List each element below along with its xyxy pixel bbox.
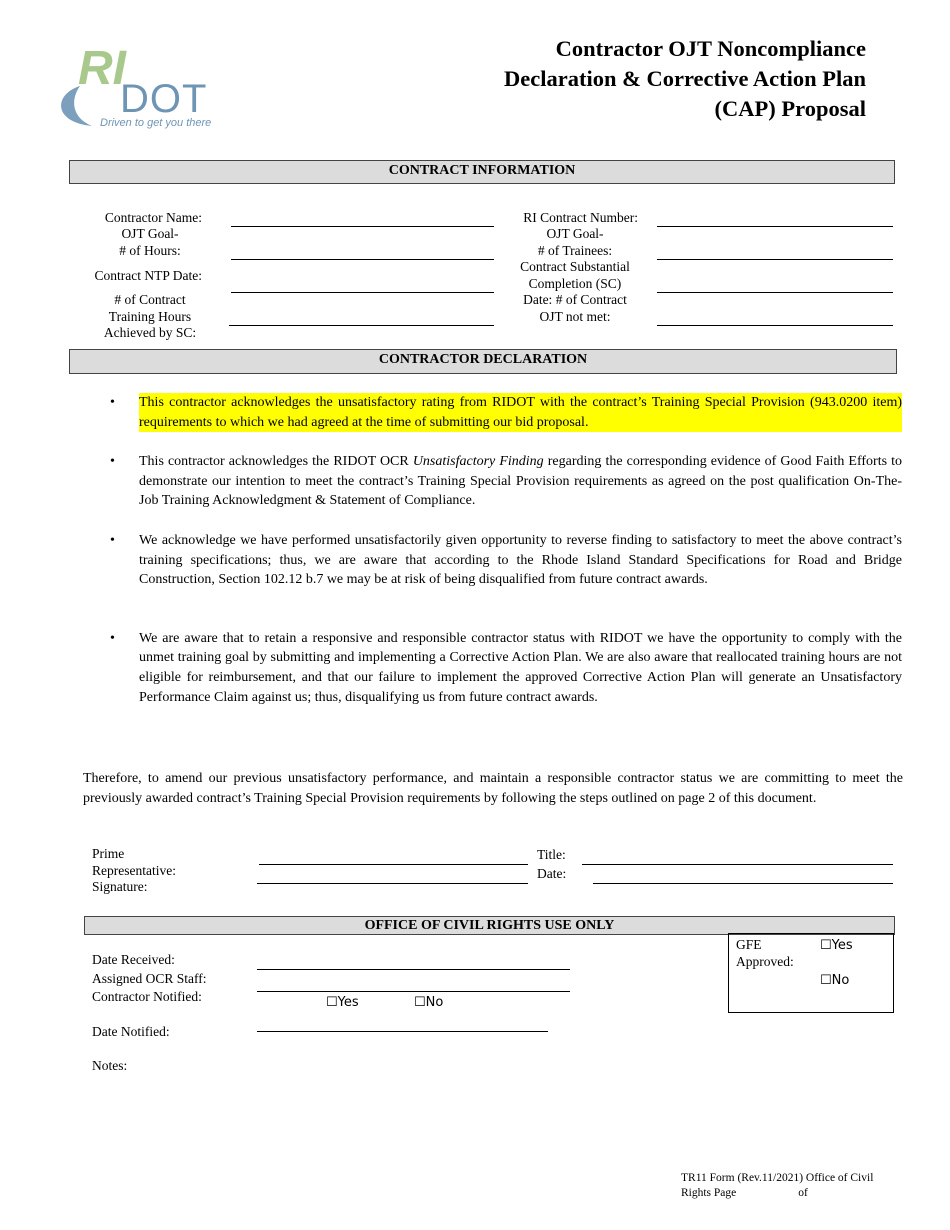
prime-rep-label: Prime Representative: Signature: [92,846,176,894]
contractor-name-label: Contractor Name: [104,210,202,225]
ojt-not-met-field[interactable] [657,325,893,326]
title-line-3: (CAP) Proposal [714,96,866,121]
date-label: Date: [537,866,567,881]
title-line-1: Contractor OJT Noncompliance [555,36,866,61]
substantial-completion-label: Contract Substantial Completion (SC) Date: # of Contract OJT not met: [520,259,630,324]
date-notified-label: Date Notified: [92,1024,170,1039]
title-label: Title: [537,847,566,862]
logo-tagline: Driven to get you there [100,117,212,129]
footer-line-2: Rights Page of [681,1187,808,1199]
ntp-date-label: Contract NTP Date: [94,268,202,283]
date-field[interactable] [593,883,893,884]
assigned-staff-label: Assigned OCR Staff: [92,971,207,986]
assigned-staff-field[interactable] [257,991,570,992]
declaration-header: CONTRACTOR DECLARATION [69,349,897,374]
date-received-field[interactable] [257,969,570,970]
gfe-yes-checkbox[interactable]: ☐Yes [820,938,853,953]
footer-line-1: TR11 Form (Rev.11/2021) Office of Civil [681,1172,874,1184]
ocr-header: OFFICE OF CIVIL RIGHTS USE ONLY [84,916,895,935]
title-field[interactable] [582,864,893,865]
ri-contract-number-field[interactable] [657,226,893,227]
gfe-no-checkbox[interactable]: ☐No [820,973,850,988]
date-notified-field[interactable] [257,1031,548,1032]
declaration-list [110,393,902,707]
ri-contract-number-label: RI Contract Number: [523,210,638,225]
notified-no-checkbox[interactable]: ☐No [414,995,444,1010]
ridot-logo [50,38,230,130]
prime-representative-field[interactable] [259,864,528,865]
logo-word: DOT [120,77,208,121]
ojt-goal-trainees-label: OJT Goal- # of Trainees: [537,226,613,258]
date-received-label: Date Received: [92,952,175,967]
declaration-item: • We acknowledge we have performed unsatisfactorily given opportunity to reverse finding to satisfactory to meet the above contract’s training specifications; thus, we are aware that according to the Rhode Island Standard Specifications for Road and Bridge Construction, Section 102.12 b.7 we may be at risk of being disqualified from future contract awards. [110,531,902,590]
therefore-paragraph: Therefore, to amend our previous unsatisfactory performance, and maintain a responsible contractor status we are committing to meet the previously awarded contract’s Training Special Provision requirements by following the steps outlined on page 2 of this document. [83,771,903,806]
signature-field[interactable] [257,883,528,884]
contract-info-header: CONTRACT INFORMATION [69,160,895,184]
ntp-date-field[interactable] [231,292,494,293]
training-hours-field[interactable] [229,325,494,326]
contractor-notified-label: Contractor Notified: [92,989,202,1004]
notified-yes-checkbox[interactable]: ☐Yes [326,995,359,1010]
highlighted-statement: • This contractor acknowledges the unsatisfactory rating from RIDOT with the contract’s Training Special Provision (943.0200 item) requirements to which we had agreed at the time of submitting our bid proposal. [139,393,902,432]
declaration-item: • We are aware that to retain a responsive and responsible contractor status with RIDOT we have the opportunity to comply with the unmet training goal by submitting and implementing a Corrective Action Plan. We are also aware that reallocated training hours are not eligible for reimbursement, and that our failure to implement the approved Corrective Action Plan will generate an Unsatisfactory Performance Claim against us; thus, disqualifying us from future contract awards. [110,629,902,707]
title-line-2: Declaration & Corrective Action Plan [504,66,866,91]
contractor-name-field[interactable] [231,226,494,227]
declaration-item: • This contractor acknowledges the RIDOT OCR Unsatisfactory Finding regarding the corresponding evidence of Good Faith Efforts to demonstrate our intention to meet the contract’s Training Special Provision requirements as agreed on the post qualification On-The-Job Training Acknowledgment & Statement of Compliance. [110,452,902,511]
declaration-item [110,393,902,432]
training-hours-label: # of Contract Training Hours Achieved by SC: [103,292,197,340]
gfe-label: GFE Approved: [736,937,794,969]
gfe-approved-box [728,933,894,1013]
ojt-goal-hours-field[interactable] [231,259,494,260]
document-title [504,34,866,124]
form-footer [681,1171,911,1201]
ojt-goal-hours-label: OJT Goal- # of Hours: [119,226,181,258]
ojt-goal-trainees-field[interactable] [657,259,893,260]
notes-label: Notes: [92,1058,128,1073]
logo-mark: RI [78,42,126,95]
sc-date-field[interactable] [657,292,893,293]
